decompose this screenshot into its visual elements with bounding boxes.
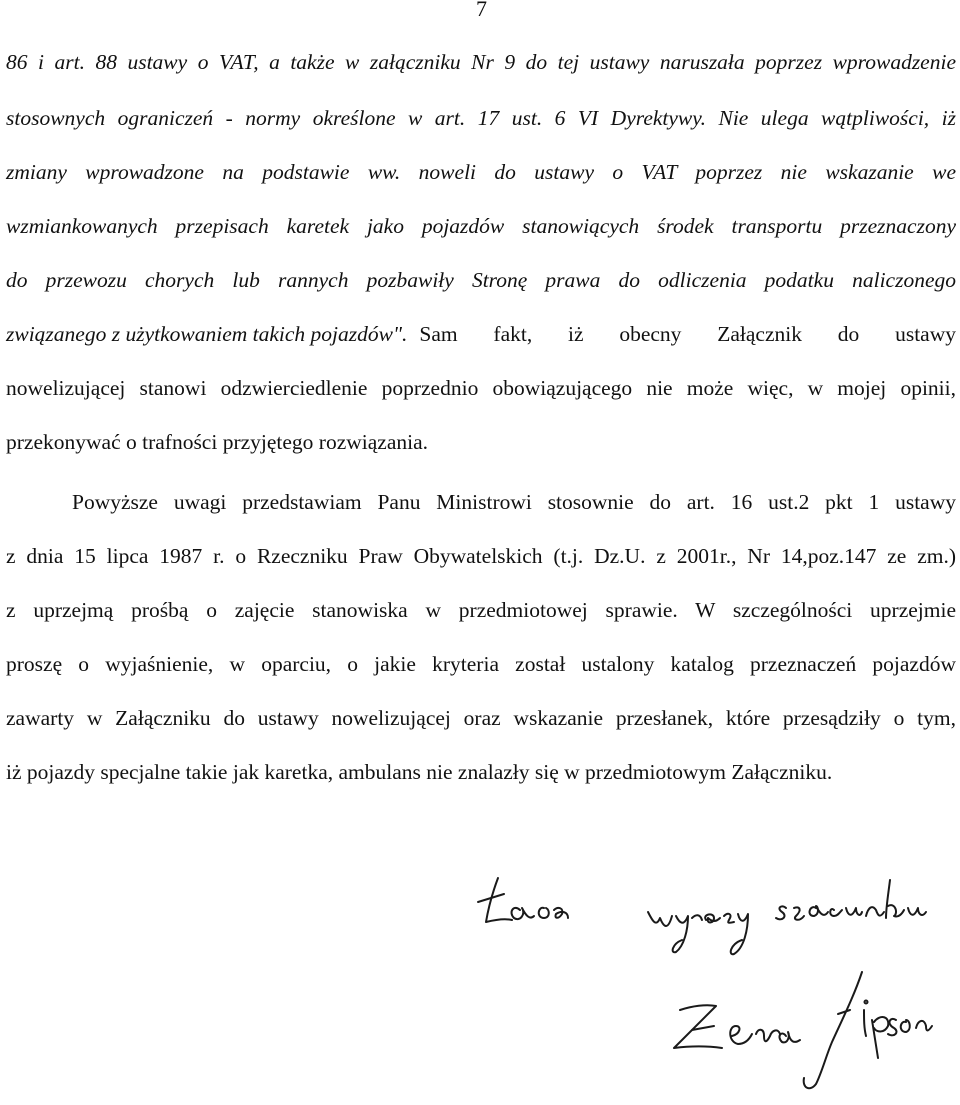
page-number: 7 (476, 0, 487, 21)
line-text: przekonywać o trafności przyjętego rozwiązania. (6, 430, 429, 454)
body-line-9 (72, 490, 956, 514)
handwritten-signature (470, 860, 940, 1100)
body-line-14 (6, 760, 956, 784)
body-line-3 (6, 160, 956, 184)
body-line-1 (6, 50, 956, 74)
line-text: 86 i art. 88 ustawy o VAT, a także w załączniku Nr 9 do tej ustawy naruszała poprzez wprowadzenie (6, 50, 956, 74)
body-line-7 (6, 376, 956, 400)
line-text: z uprzejmą prośbą o zajęcie stanowiska w przedmiotowej sprawie. W szczególności uprzejmie (6, 598, 956, 622)
body-line-8 (6, 430, 956, 454)
line-text: Sam fakt, iż obecny Załącznik do ustawy (419, 322, 956, 346)
body-line-10 (6, 544, 956, 568)
line-text: Powyższe uwagi przedstawiam Panu Ministrowi stosownie do art. 16 ust.2 pkt 1 ustawy (72, 490, 956, 514)
line-text: wzmiankowanych przepisach karetek jako pojazdów stanowiących środek transportu przeznaczony (6, 214, 956, 238)
body-line-4 (6, 214, 956, 238)
body-line-5 (6, 268, 956, 292)
body-line-2 (6, 106, 956, 130)
line-text: iż pojazdy specjalne takie jak karetka, ambulans nie znalazły się w przedmiotowym Załączniku. (6, 760, 833, 784)
line-text: proszę o wyjaśnienie, w oparciu, o jakie kryteria został ustalony katalog przeznaczeń pojazdów (6, 652, 956, 676)
quote-end-text: związanego z użytkowaniem takich pojazdów". (6, 322, 408, 346)
line-text: stosownych ograniczeń - normy określone w art. 17 ust. 6 VI Dyrektywy. Nie ulega wątpliwości, iż (6, 106, 956, 130)
line-text: do przewozu chorych lub rannych pozbawiły Stronę prawa do odliczenia podatku naliczonego (6, 268, 956, 292)
line-text: zawarty w Załączniku do ustawy nowelizującej oraz wskazanie przesłanek, które przesądziły o tym, (6, 706, 956, 730)
line-text: z dnia 15 lipca 1987 r. o Rzeczniku Praw Obywatelskich (t.j. Dz.U. z 2001r., Nr 14,poz.147 ze zm.) (6, 544, 956, 568)
body-line-13 (6, 706, 956, 730)
line-text: nowelizującej stanowi odzwierciedlenie poprzednio obowiązującego nie może więc, w mojej opinii, (6, 376, 956, 400)
body-line-12 (6, 652, 956, 676)
body-line-6 (6, 322, 956, 346)
body-line-11 (6, 598, 956, 622)
line-text: zmiany wprowadzone na podstawie ww. noweli do ustawy o VAT poprzez nie wskazanie we (6, 160, 956, 184)
